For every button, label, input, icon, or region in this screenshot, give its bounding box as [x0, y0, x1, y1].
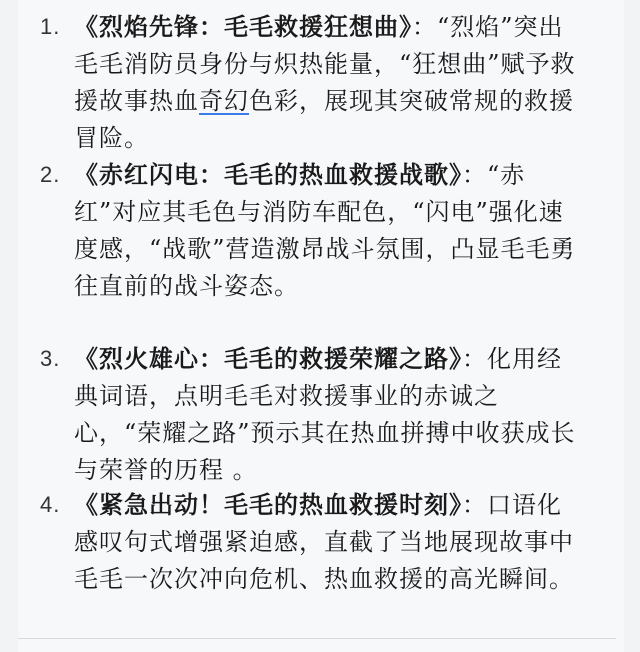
list-item-content	[74, 156, 580, 305]
list-item-content	[74, 8, 580, 157]
list-item-content	[74, 486, 580, 598]
list-item	[40, 486, 580, 598]
list-item	[40, 340, 580, 489]
list-item-description: ：化用经典词语，点明毛毛对救援事业的赤诚之心，“荣耀之路”预示其在热血拼搏中收获成长与荣誉的历程 。	[74, 345, 576, 484]
list-item-title: 《紧急出动！毛毛的热血救援时刻》	[74, 490, 462, 519]
list-item-title: 《烈火雄心：毛毛的救援荣耀之路》	[74, 344, 462, 373]
list-item-content	[74, 340, 580, 489]
list-item-title: 《烈焰先锋：毛毛救援狂想曲》	[74, 12, 412, 41]
divider	[18, 638, 616, 639]
list-item-description-tail: 色彩，展现其突破常规的救援冒险。	[74, 87, 574, 152]
message-card	[18, 0, 624, 652]
list-item-number: 2.	[40, 162, 61, 187]
list-item	[40, 156, 580, 305]
list-item-title: 《赤红闪电：毛毛的热血救援战歌》	[74, 160, 462, 189]
underlined-word[interactable]: 奇幻	[199, 87, 249, 115]
list-item-description: ：“赤红”对应其毛色与消防车配色，“闪电”强化速度感，“战歌”营造激昂战斗氛围，凸显毛毛勇往直前的战斗姿态。	[74, 161, 576, 300]
list-item-number: 1.	[40, 14, 61, 39]
list-item	[40, 8, 580, 157]
list-item-description: ：“烈焰”突出毛毛消防员身份与炽热能量，“狂想曲”赋予救援故事热血	[74, 13, 576, 115]
list-item-number: 4.	[40, 492, 61, 517]
list-item-description: ：口语化感叹句式增强紧迫感，直截了当地展现故事中毛毛一次次冲向危机、热血救援的高光瞬间。	[74, 491, 574, 593]
list-item-number: 3.	[40, 346, 61, 371]
